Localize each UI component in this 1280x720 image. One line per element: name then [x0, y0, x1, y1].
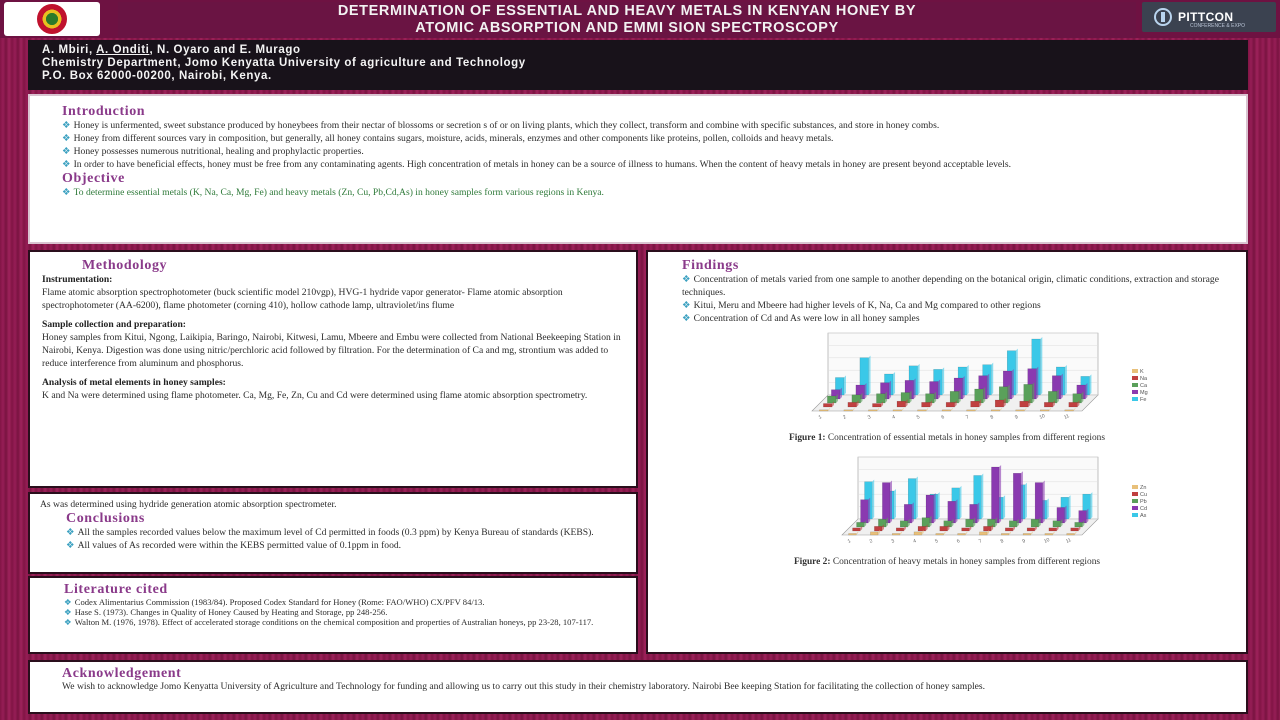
bar-ca-10 — [1048, 391, 1057, 403]
bar-side — [963, 376, 965, 399]
bar-side — [977, 502, 979, 523]
legend-label: Fe — [1140, 397, 1147, 403]
bullet-icon: ❖ — [682, 313, 691, 324]
header-bar — [0, 0, 1280, 38]
findings-heading: Findings — [682, 258, 739, 273]
bullet-icon: ❖ — [62, 120, 71, 131]
x-tick-label: 1 — [817, 414, 823, 421]
citation-item: ❖ Walton M. (1976, 1978). Effect of accelerated storage conditions on the chemical composition and properties of Australian honeys, pp 23-28, 107-117. — [64, 617, 594, 627]
bar-zn-2 — [870, 532, 878, 535]
bar-zn-6 — [958, 533, 966, 535]
bar-side — [1025, 483, 1027, 519]
x-tick-label: 11 — [1063, 413, 1071, 421]
legend-swatch — [1132, 492, 1138, 496]
legend-label: Pb — [1140, 499, 1147, 505]
bar-na-3 — [872, 404, 881, 408]
intro-bullet: ❖ In order to have beneficial effects, honey must be free from any contaminating agents. High concentration of metals in honey can be a source of illness to humans. When the content of heavy metals in honey are present beyond acceptable levels. — [62, 159, 1011, 170]
x-tick-label: 1 — [846, 538, 852, 545]
conclusions-panel — [28, 492, 638, 574]
bar-ca-11 — [1073, 394, 1082, 403]
bullet-icon: ❖ — [62, 187, 71, 198]
bar-side — [1032, 382, 1034, 403]
bar-ca-7 — [975, 389, 984, 403]
bar-cd-8 — [1013, 473, 1021, 523]
legend-swatch — [1132, 499, 1138, 503]
bar-side — [1021, 471, 1023, 523]
bar-na-5 — [922, 402, 931, 407]
literature-heading: Literature cited — [64, 582, 168, 597]
bar-side — [890, 481, 892, 523]
bar-side — [1003, 495, 1005, 519]
bar-ca-1 — [827, 396, 836, 403]
legend-label: Cd — [1140, 506, 1148, 512]
bar-cu-7 — [983, 526, 991, 531]
bar-side — [844, 376, 846, 396]
bar-k-6 — [942, 410, 951, 411]
bar-k-10 — [1040, 410, 1049, 411]
bar-side — [1090, 492, 1092, 519]
bar-side — [934, 493, 936, 523]
bar-side — [981, 473, 983, 519]
x-tick-label: 10 — [1038, 413, 1047, 421]
x-tick-label: 7 — [977, 538, 983, 545]
bar-side — [918, 364, 920, 395]
figure-2 — [662, 451, 1232, 555]
bar-na-8 — [995, 400, 1004, 407]
bar-zn-11 — [1067, 533, 1075, 535]
pittcon-icon — [1154, 8, 1172, 26]
legend-swatch — [1132, 513, 1138, 517]
bar-zn-8 — [1001, 533, 1009, 535]
bar-side — [914, 378, 916, 399]
bar-side — [1016, 349, 1018, 395]
bar-side — [889, 381, 891, 399]
bar-na-4 — [897, 401, 906, 407]
bar-k-5 — [918, 410, 927, 411]
bar-cd-7 — [991, 467, 999, 523]
author-names-pre: A. Mbiri, — [42, 44, 97, 56]
bar-cu-10 — [1049, 528, 1057, 531]
x-tick-label: 3 — [866, 414, 872, 421]
bar-k-4 — [893, 410, 902, 411]
arsenic-method-text: As was determined using hydride generation atomic absorption spectrometer. — [40, 499, 337, 510]
legend-label: Na — [1140, 376, 1148, 382]
presenting-author: A. Onditi — [96, 44, 150, 56]
bar-side — [872, 480, 874, 519]
conclusion-bullet: ❖ All the samples recorded values below the maximum level of Cd permitted in foods (0.3 ppm) by Kenya Bureau of standards (KEBS). — [66, 527, 594, 538]
author-names-post: , N. Oyaro and E. Murago — [149, 44, 301, 56]
bar-cu-2 — [874, 526, 882, 531]
bullet-icon: ❖ — [62, 159, 71, 170]
acknowledgement-text: We wish to acknowledge Jomo Kenyatta University of Agriculture and Technology for funding and allowing us to carry out this study in their chemistry laboratory. Nairobi Bee keeping Station for facilitating the collection of honey samples. — [62, 681, 986, 692]
bar-k-7 — [967, 410, 976, 411]
acknowledgement-panel — [28, 660, 1248, 714]
bullet-icon: ❖ — [64, 597, 72, 607]
bar-pb-8 — [1009, 521, 1017, 527]
university-logo — [4, 2, 100, 36]
x-tick-label: 9 — [1021, 538, 1027, 545]
author-names — [42, 44, 1234, 57]
legend-swatch — [1132, 369, 1138, 373]
methodology-panel — [28, 250, 638, 488]
bar-na-2 — [848, 402, 857, 407]
figure-2-caption-text: Concentration of heavy metals in honey samples from different regions — [830, 557, 1101, 567]
citation-item: ❖ Hase S. (1973). Changes in Quality of Honey Caused by Heating and Storage, pp 248-256. — [64, 607, 388, 617]
bar-side — [983, 387, 985, 403]
bar-pb-1 — [857, 522, 865, 527]
analysis-heading: Analysis of metal elements in honey samples: — [42, 377, 226, 388]
x-tick-label: 5 — [915, 414, 921, 421]
bar-pb-9 — [1031, 519, 1039, 527]
legend-swatch — [1132, 397, 1138, 401]
bar-side — [1061, 374, 1063, 399]
bar-zn-1 — [849, 533, 857, 535]
bar-ca-3 — [876, 394, 885, 403]
legend-swatch — [1132, 390, 1138, 394]
bar-side — [938, 492, 940, 519]
introduction-panel — [28, 94, 1248, 244]
bar-pb-3 — [900, 521, 908, 527]
conclusion-bullet: ❖ All values of As recorded were within the KEBS permitted value of 0.1ppm in food. — [66, 540, 402, 551]
bullet-icon: ❖ — [66, 540, 75, 551]
legend-label: K — [1140, 369, 1144, 375]
bar-side — [865, 383, 867, 399]
bar-na-1 — [823, 404, 832, 408]
bar-side — [916, 477, 918, 519]
bullet-icon: ❖ — [682, 300, 691, 311]
bar-side — [1081, 392, 1083, 403]
figure-1-caption-text: Concentration of essential metals in honey samples from different regions — [825, 433, 1105, 443]
bar-cd-5 — [948, 501, 956, 523]
x-tick-label: 6 — [955, 538, 962, 545]
findings-bullet: ❖ Concentration of metals varied from one sample to another depending on the botanical origin, climatic conditions, extraction and storage techniques. — [682, 274, 1219, 298]
legend-label: Cu — [1140, 492, 1148, 498]
findings-bullet: ❖ Concentration of Cd and As were low in all honey samples — [682, 313, 920, 324]
x-tick-label: 2 — [868, 538, 874, 545]
bullet-icon: ❖ — [682, 274, 691, 285]
bar-side — [942, 367, 944, 395]
bar-pb-4 — [922, 518, 930, 527]
bar-side — [1040, 337, 1042, 395]
bar-k-3 — [868, 410, 877, 411]
legend-swatch — [1132, 376, 1138, 380]
citation-item: ❖ Codex Alimentarius Commission (1983/84). Proposed Codex Standard for Honey (Rome: FAO/WHO) CX/PFV 84/13. — [64, 597, 485, 607]
bar-side — [987, 374, 989, 399]
x-tick-label: 5 — [934, 538, 940, 545]
legend-swatch — [1132, 485, 1138, 489]
legend-swatch — [1132, 383, 1138, 387]
bar-k-11 — [1065, 410, 1074, 411]
sponsor-subtitle: CONFERENCE & EXPO — [1190, 23, 1246, 29]
bar-side — [893, 372, 895, 395]
acknowledgement-heading: Acknowledgement — [62, 666, 182, 681]
bar-cd-9 — [1035, 483, 1043, 523]
bar-zn-7 — [979, 532, 987, 535]
x-tick-label: 4 — [891, 414, 897, 421]
bar-side — [1036, 367, 1038, 399]
bar-cu-3 — [896, 528, 904, 531]
bar-zn-10 — [1045, 533, 1053, 535]
sample-text: Honey samples from Kitui, Ngong, Laikipia, Baringo, Nairobi, Kitwesi, Lamu, Mbeere and Embu were collected from National Beekeeping Station in Nairobi, Kenya. Digestion was done using nitric/perchloric acid followed by filtration. For the determination of Ca and mg, strontium was added to reduce interference from aluminum and phosphorus. — [42, 332, 621, 369]
legend-label: Ca — [1140, 383, 1148, 389]
bar-cu-9 — [1027, 528, 1035, 531]
legend-label: Zn — [1140, 485, 1147, 491]
bar-pb-10 — [1053, 521, 1061, 527]
x-tick-label: 8 — [989, 414, 995, 421]
intro-bullet: ❖ Honey is unfermented, sweet substance produced by honeybees from their nectar of blossoms or secretion s of or on living plants, which they collect, transform and combine with specific substances, and store in honey combs. — [62, 120, 940, 131]
essential-metals-chart — [662, 331, 1234, 431]
legend-label: Mg — [1140, 390, 1148, 396]
bullet-icon: ❖ — [64, 607, 72, 617]
bar-cd-11 — [1079, 511, 1087, 523]
findings-panel — [646, 250, 1248, 654]
bar-side — [999, 465, 1001, 523]
bar-ca-2 — [852, 395, 861, 403]
x-tick-label: 11 — [1065, 537, 1073, 545]
bar-side — [868, 498, 870, 523]
bar-side — [1008, 385, 1010, 403]
figure-1-caption — [662, 433, 1232, 443]
bar-zn-3 — [892, 533, 900, 535]
methodology-heading: Methodology — [82, 258, 168, 273]
title-line-1: DETERMINATION OF ESSENTIAL AND HEAVY METALS IN KENYAN HONEY BY — [337, 3, 917, 19]
bar-ca-9 — [1024, 384, 1033, 403]
introduction-heading: Introduction — [62, 104, 146, 119]
bar-ca-5 — [926, 394, 935, 403]
sponsor-name: PITTCON — [1178, 10, 1234, 24]
x-tick-label: 7 — [964, 414, 971, 421]
bar-side — [894, 489, 896, 519]
bar-side — [955, 499, 957, 523]
bar-side — [910, 391, 912, 404]
bar-k-9 — [1016, 410, 1025, 411]
bar-zn-4 — [914, 532, 922, 535]
bullet-icon: ❖ — [62, 133, 71, 144]
bar-cu-1 — [853, 528, 861, 531]
authors-block — [28, 40, 1248, 90]
conclusions-heading: Conclusions — [66, 511, 145, 526]
bar-na-10 — [1044, 402, 1053, 407]
bar-na-11 — [1069, 402, 1078, 407]
x-tick-label: 9 — [1014, 414, 1020, 421]
x-tick-label: 6 — [940, 414, 946, 421]
bar-side — [1065, 365, 1067, 395]
bar-side — [912, 502, 914, 523]
instrumentation-heading: Instrumentation: — [42, 274, 113, 285]
bar-side — [1043, 481, 1045, 523]
bar-cu-11 — [1071, 528, 1079, 531]
bar-side — [930, 516, 932, 527]
objective-heading: Objective — [62, 171, 125, 186]
findings-bullet: ❖ Kitui, Meru and Mbeere had higher levels of K, Na, Ca and Mg compared to other regions — [682, 300, 1041, 311]
bar-cu-6 — [962, 528, 970, 531]
bullet-icon: ❖ — [64, 617, 72, 627]
bar-side — [1012, 369, 1014, 399]
poster-title — [118, 2, 1136, 38]
bar-side — [1085, 383, 1087, 399]
bar-pb-11 — [1075, 522, 1083, 527]
bar-side — [1057, 389, 1059, 403]
bar-cd-1 — [861, 500, 869, 523]
bar-side — [1065, 505, 1067, 523]
bar-k-2 — [844, 410, 853, 411]
x-tick-label: 10 — [1043, 537, 1051, 545]
bar-side — [1086, 509, 1088, 523]
objective-text: ❖ To determine essential metals (K, Na, Ca, Mg, Fe) and heavy metals (Zn, Cu, Pb,Cd,As) in honey samples form various regions in Kenya. — [62, 187, 604, 198]
bar-side — [1047, 498, 1049, 519]
x-tick-label: 3 — [890, 538, 896, 545]
bar-na-6 — [946, 402, 955, 407]
bar-k-8 — [991, 410, 1000, 411]
figure-1 — [662, 331, 1232, 431]
figure-1-label: Figure 1: — [789, 433, 826, 443]
bar-pb-5 — [944, 521, 952, 527]
instrumentation-text: Flame atomic absorption spectrophotometer (buck scientific model 210vgp), HVG-1 hydride vapor generator- Flame atomic absorption spectrophotometer (AA-6200), flame photometer (corning 410), hollow cathode lamp, ultraviolet/ins flume — [42, 287, 563, 311]
bar-cu-5 — [940, 526, 948, 531]
bar-pb-6 — [966, 519, 974, 527]
x-tick-label: 8 — [999, 538, 1005, 545]
heavy-metals-chart — [662, 451, 1234, 555]
bar-na-9 — [1020, 401, 1029, 407]
bar-cd-3 — [904, 504, 912, 523]
legend-swatch — [1132, 506, 1138, 510]
legend-label: As — [1140, 513, 1147, 519]
bar-side — [959, 389, 961, 403]
bar-side — [1089, 374, 1091, 395]
bar-side — [991, 363, 993, 395]
bar-cu-4 — [918, 526, 926, 531]
x-tick-label: 4 — [912, 538, 918, 545]
bar-pb-7 — [987, 519, 995, 527]
bar-side — [938, 380, 940, 400]
intro-bullet: ❖ Honey possesses numerous nutritional, healing and prophylactic properties. — [62, 146, 364, 157]
bullet-icon: ❖ — [62, 146, 71, 157]
intro-bullet: ❖ Honey from different sources vary in composition, but generally, all honey contains sugars, moisture, acids, minerals, enzymes and other components like proteins, pollen, colloids and heavy metals. — [62, 133, 834, 144]
bar-side — [869, 356, 871, 395]
literature-panel — [28, 576, 638, 654]
bar-na-7 — [971, 401, 980, 407]
bar-ca-6 — [950, 391, 959, 403]
figure-2-label: Figure 2: — [793, 557, 831, 567]
bar-pb-2 — [878, 519, 886, 527]
bar-side — [967, 365, 969, 395]
bar-zn-9 — [1023, 533, 1031, 535]
affiliation: Chemistry Department, Jomo Kenyatta University of agriculture and Technology — [42, 57, 526, 69]
bar-k-1 — [819, 410, 828, 411]
sponsor-logo — [1142, 2, 1276, 32]
bullet-icon: ❖ — [66, 527, 75, 538]
bar-zn-5 — [936, 533, 944, 535]
sample-heading: Sample collection and preparation: — [42, 319, 186, 330]
address: P.O. Box 62000-00200, Nairobi, Kenya. — [42, 70, 272, 82]
bar-cu-8 — [1005, 528, 1013, 531]
analysis-text: K and Na were determined using flame photometer. Ca, Mg, Fe, Zn, Cu and Cd were determined using flame atomic absorption spectrometry. — [42, 390, 588, 401]
x-tick-label: 2 — [842, 414, 848, 421]
crest-icon — [37, 4, 67, 34]
bar-side — [1069, 495, 1071, 519]
bar-cd-2 — [882, 483, 890, 523]
bar-side — [959, 486, 961, 519]
figure-2-caption — [662, 557, 1232, 567]
title-line-2: ATOMIC ABSORPTION AND EMMI SION SPECTROSCOPY — [415, 20, 839, 36]
